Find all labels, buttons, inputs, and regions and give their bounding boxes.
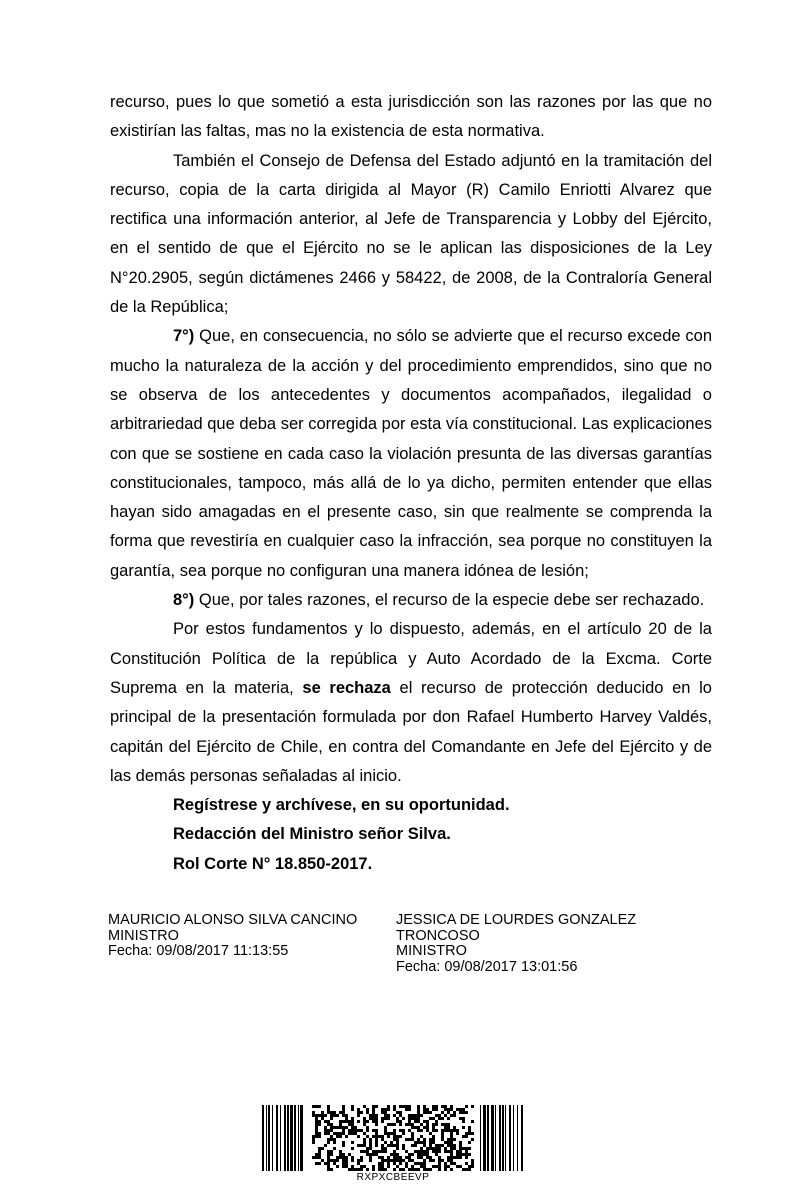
signer-date: Fecha: 09/08/2017 13:01:56: [396, 958, 578, 975]
considerando-text-8: Que, por tales razones, el recurso de la especie debe ser rechazado.: [194, 591, 705, 610]
verification-code: RXPXCBEEVP: [356, 1172, 430, 1183]
paragraph-resolution: [110, 615, 712, 791]
paragraph-considerando-7: [110, 322, 712, 586]
verification-barcode: [262, 1105, 524, 1171]
closing-registrese: Regístrese y archívese, en su oportunidad.: [173, 796, 510, 815]
paragraph-considerando-8: [110, 586, 712, 615]
barcode-bars-right: [480, 1105, 523, 1171]
signer-date: Fecha: 09/08/2017 11:13:55: [108, 943, 289, 959]
closing-rol: Rol Corte N° 18.850-2017.: [173, 854, 373, 873]
signer-role: MINISTRO: [108, 927, 179, 944]
resolution-text-a: Por estos fundamentos y lo dispuesto, además, en el artículo 20 de la Constitución Política de la república y Auto Acordado de la Excma. Corte Suprema en la materia,: [110, 620, 712, 697]
signer-name: MAURICIO ALONSO SILVA CANCINO: [108, 912, 358, 928]
signature-block-right: [396, 913, 666, 975]
barcode-matrix: [312, 1105, 474, 1171]
resolution-verdict: se rechaza: [302, 678, 391, 697]
paragraph-consejo-defensa: También el Consejo de Defensa del Estado adjuntó en la tramitación del recurso, copia de la carta dirigida al Mayor (R) Camilo Enriotti Alvarez que rectifica una información anterior, al Jefe de Transparencia y Lobby del Ejército, en el sentido de que el Ejército no se le aplican las disposiciones de la Ley N°20.2905, según dictámenes 2466 y 58422, de 2008, de la Contraloría General de la República;: [110, 151, 712, 317]
considerando-number-7: 7°): [173, 327, 195, 346]
considerando-text-7: Que, en consecuencia, no sólo se advierte que el recurso excede con mucho la naturaleza de la acción y del procedimiento emprendidos, sino que no se observa de los antecedentes y documentos acompañados, ilegalidad o arbitrariedad que deba ser corregida por esta vía constitucional. Las explicaciones con que se sostiene en cada caso la violación presunta de las diversas garantías constitucionales, tampoco, más allá de lo ya dicho, permiten entender que ellas hayan sido amagadas en el presente caso, sin que realmente se comprenda la forma que revestiría en cualquier caso la infracción, sea porque no constituyen la garantía, sea porque no configuran una manera idónea de lesión;: [110, 327, 712, 580]
signer-name: JESSICA DE LOURDES GONZALEZ TRONCOSO: [396, 912, 637, 944]
resolution-text-b: el recurso de protección deducido en lo principal de la presentación formulada por don Rafael Humberto Harvey Valdés, capitán del Ejército de Chile, en contra del Comandante en Jefe del Ejército y de las demás personas señaladas al inicio.: [110, 678, 712, 785]
document-body: [110, 88, 712, 879]
closing-redaccion: Redacción del Ministro señor Silva.: [173, 825, 451, 844]
considerando-number-8: 8°): [173, 591, 195, 610]
signer-role: MINISTRO: [396, 943, 467, 959]
paragraph-recurso: recurso, pues lo que sometió a esta jurisdicción son las razones por las que no existirían las faltas, mas no la existencia de esta normativa.: [110, 93, 712, 141]
signature-block-left: [108, 913, 388, 960]
barcode-bars-left: [262, 1105, 303, 1171]
